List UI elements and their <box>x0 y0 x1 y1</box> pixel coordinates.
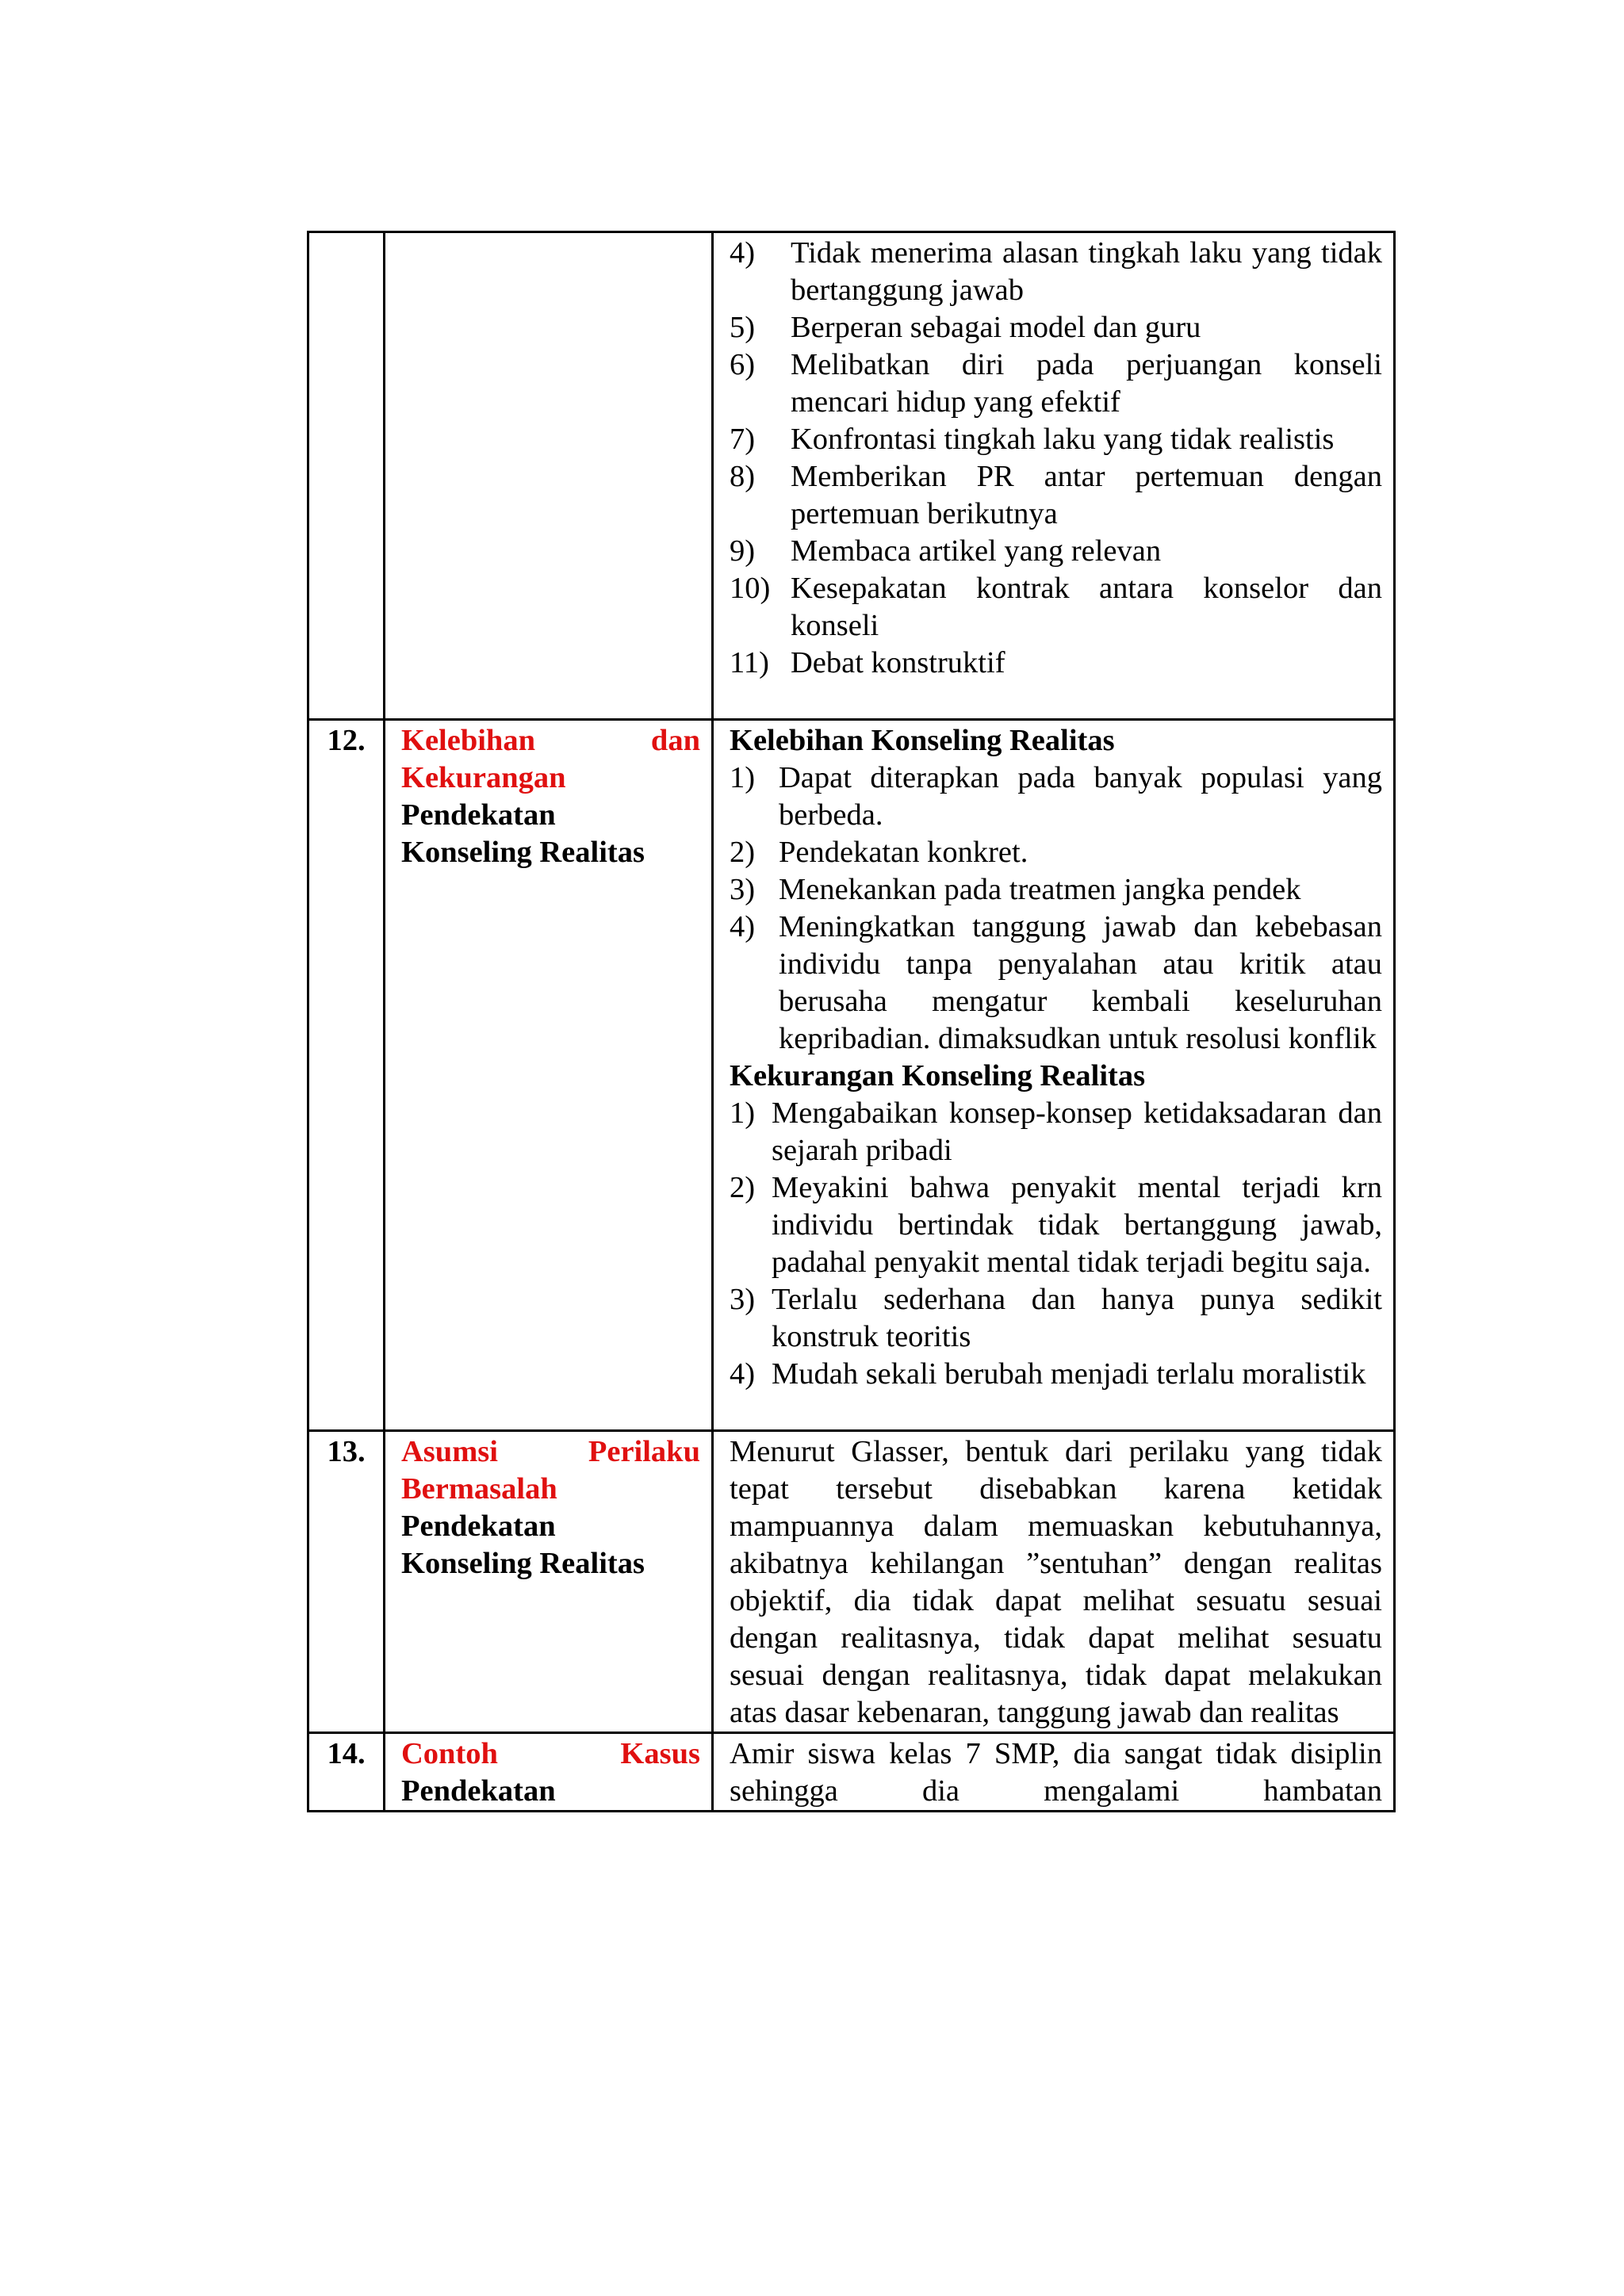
topic-line: Bermasalah <box>401 1472 557 1506</box>
topic-line: Konseling Realitas <box>401 1547 645 1580</box>
topic-line: Pendekatan <box>401 798 556 832</box>
kelebihan-heading: Kelebihan Konseling Realitas <box>730 724 1115 757</box>
list-item: 2) Pendekatan konkret. <box>730 836 1028 869</box>
table-row-12 <box>308 720 1395 1431</box>
row-content <box>713 1733 1395 1812</box>
list-item: 5) Berperan sebagai model dan guru <box>730 311 1201 344</box>
row-content <box>713 720 1395 1431</box>
table-row-13 <box>308 1431 1395 1733</box>
list-item: 3) Menekankan pada treatmen jangka pendek <box>730 873 1301 906</box>
list-item: 6) Melibatkan diri pada perjuangan konseli mencari hidup yang efektif <box>730 348 1382 419</box>
row-topic <box>385 720 713 1431</box>
row-topic <box>385 1431 713 1733</box>
row-number <box>308 232 385 720</box>
list-item: 1) Mengabaikan konsep-konsep ketidaksadaran dan sejarah pribadi <box>730 1096 1382 1167</box>
list-item: 4) Mudah sekali berubah menjadi terlalu moralistik <box>730 1357 1366 1391</box>
paragraph: Amir siswa kelas 7 SMP, dia sangat tidak disiplin sehingga dia mengalami hambatan <box>730 1737 1382 1808</box>
topic-line: Asumsi Perilaku <box>401 1435 700 1468</box>
cell-spacer <box>730 682 1382 718</box>
list-item: 2) Meyakini bahwa penyakit mental terjadi krn individu bertindak tidak bertanggung jawab, padahal penyakit mental tidak terjadi begitu saja. <box>730 1171 1382 1279</box>
list-item: 11) Debat konstruktif <box>730 646 1005 679</box>
list-item: 8) Memberikan PR antar pertemuan dengan pertemuan berikutnya <box>730 460 1382 530</box>
row-topic <box>385 1733 713 1812</box>
content-table <box>307 231 1396 1812</box>
topic-line: Konseling Realitas <box>401 836 645 869</box>
row-content <box>713 232 1395 720</box>
list-item: 1) Dapat diterapkan pada banyak populasi yang berbeda. <box>730 761 1382 832</box>
kekurangan-list <box>730 1095 1382 1393</box>
row-number: 12. <box>308 720 385 1431</box>
row-number: 13. <box>308 1431 385 1733</box>
paragraph: Menurut Glasser, bentuk dari perilaku yang tidak tepat tersebut disebabkan karena ketidak mampuannya dalam memuaskan kebutuhannya, akibatnya kehilangan ”sentuhan” dengan realitas objektif, dia tidak dapat melihat sesuatu sesuai dengan realitasnya, tidak dapat melihat sesuatu sesuai dengan realitasnya, tidak dapat melakukan atas dasar kebenaran, tanggung jawab dan realitas <box>730 1435 1382 1729</box>
list-item: 3) Terlalu sederhana dan hanya punya sedikit konstruk teoritis <box>730 1283 1382 1353</box>
row-content <box>713 1431 1395 1733</box>
topic-line: Kelebihan dan <box>401 724 700 757</box>
list-item: 9) Membaca artikel yang relevan <box>730 534 1162 568</box>
list-item: 4) Meningkatkan tanggung jawab dan kebebasan individu tanpa penyalahan atau kritik atau berusaha mengatur kembali keseluruhan kepribadian. dimaksudkan untuk resolusi konflik <box>730 910 1382 1055</box>
list-item: 10) Kesepakatan kontrak antara konselor dan konseli <box>730 572 1382 642</box>
numbered-list <box>730 235 1382 682</box>
list-item: 7) Konfrontasi tingkah laku yang tidak realistis <box>730 423 1335 456</box>
row-topic <box>385 232 713 720</box>
topic-line: Kekurangan <box>401 761 566 794</box>
topic-line: Contoh Kasus <box>401 1737 700 1770</box>
row-number: 14. <box>308 1733 385 1812</box>
table-row-14 <box>308 1733 1395 1812</box>
topic-line: Pendekatan <box>401 1774 556 1808</box>
topic-line: Pendekatan <box>401 1510 556 1543</box>
cell-spacer <box>730 1393 1382 1429</box>
kekurangan-heading: Kekurangan Konseling Realitas <box>730 1059 1146 1093</box>
table-row-continuation <box>308 232 1395 720</box>
kelebihan-list <box>730 760 1382 1058</box>
list-item: 4) Tidak menerima alasan tingkah laku yang tidak bertanggung jawab <box>730 236 1382 307</box>
